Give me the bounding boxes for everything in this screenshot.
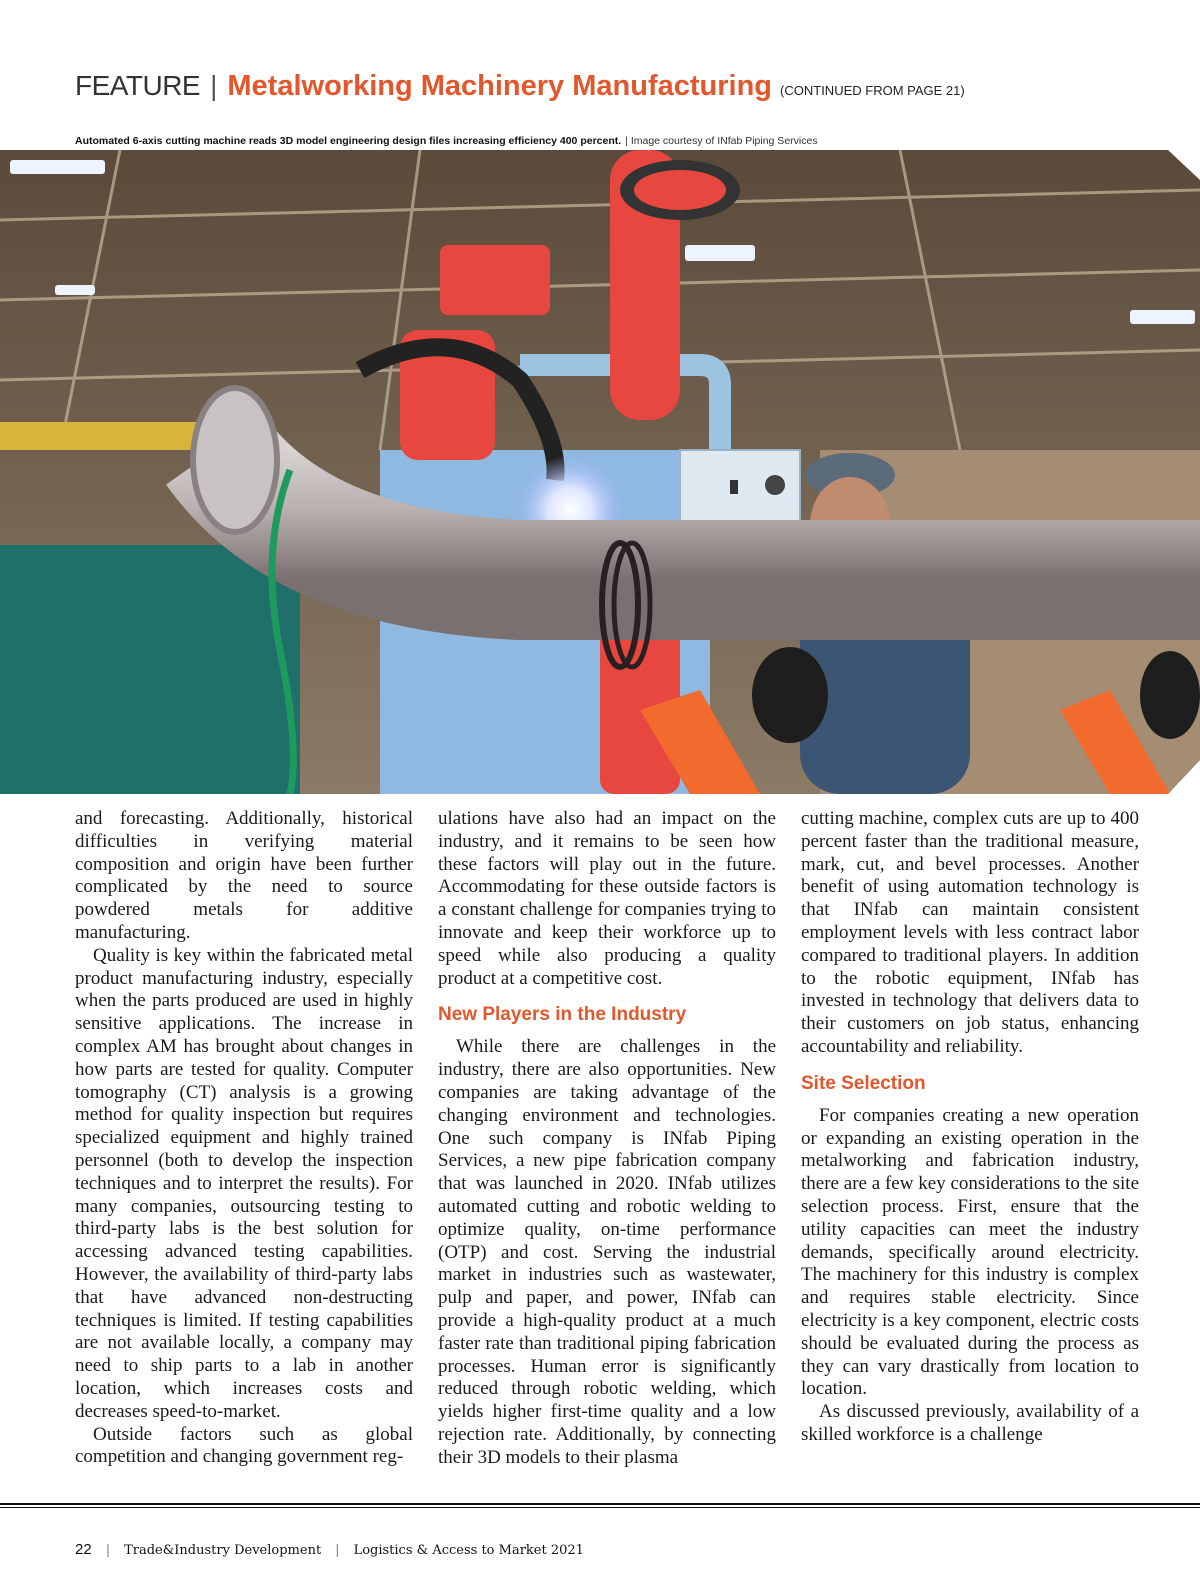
- issue-name: Logistics & Access to Market 2021: [353, 1543, 584, 1558]
- subheading-site-selection: Site Selection: [801, 1072, 926, 1094]
- robotic-welding-illustration: [0, 150, 1200, 794]
- col2-paragraph-2: While there are challenges in the industry, there are also opportunities. New companies are taking advantage of the changing environment and technologies. One such company is INfab Piping Services, a new pipe fabrication company that was launched in 2020. INfab utilizes automated cutting and robotic welding to optimize quality, on-time performance (OTP) and cost. Serving the industrial market in industries such as wastewater, pulp and paper, and power, INfab can provide a high-quality product at a much faster rate than traditional piping fabrication processes. Human error is significantly reduced through robotic welding, which yields higher first-time quality and a low rejection rate. Additionally, by connecting their 3D models to their plasma: [438, 1036, 776, 1468]
- footer-separator-2: |: [335, 1543, 340, 1558]
- image-credit: | Image courtesy of INfab Piping Services: [625, 135, 818, 147]
- col1-paragraph-2: Quality is key within the fabricated metal product manufacturing industry, especially when the parts produced are used in highly sensitive applications. The increase in complex AM has brought about changes in how parts are tested for quality. Computer tomography (CT) analysis is a growing method for quality inspection but requires specialized equipment and highly trained personnel (both to develop the inspection techniques and to interpret the results). For many companies, outsourcing testing to third-party labs is the best solution for accessing advanced testing capabilities. However, the availability of third-party labs that have advanced non-destructing techniques is limited. If testing capabilities are not available locally, a company may need to ship parts to a lab in another location, which increases costs and decreases speed-to-market.: [75, 944, 413, 1422]
- feature-photo: [0, 150, 1200, 794]
- header-separator: |: [210, 70, 218, 101]
- page-footer: [75, 1541, 584, 1558]
- column-3: [801, 808, 1139, 1447]
- section-kicker: FEATURE: [75, 70, 201, 101]
- col3-paragraph-3: As discussed previously, availability of a skilled workforce is a challenge: [801, 1401, 1139, 1445]
- page-header: [75, 70, 1125, 110]
- footer-rule: [0, 1503, 1200, 1505]
- footer-separator: |: [105, 1543, 111, 1558]
- column-1: [75, 808, 413, 1469]
- continued-note: (CONTINUED FROM PAGE 21): [780, 83, 965, 98]
- subheading-new-players: New Players in the Industry: [438, 1004, 687, 1026]
- col1-paragraph-1: and forecasting. Additionally, historical difficulties in verifying material composition and origin have been further complicated by the need to source powdered metals for additive manufacturing.: [75, 808, 413, 943]
- page-number: 22: [75, 1541, 92, 1558]
- footer-rule-thin: [0, 1507, 1200, 1508]
- photo-caption: [75, 135, 818, 147]
- column-2: [438, 808, 776, 1470]
- col2-paragraph-1: ulations have also had an impact on the industry, and it remains to be seen how these factors will play out in the future. Accommodating for these outside factors is a constant challenge for companies trying to innovate and keep their workforce up to speed while also producing a quality product at a competitive cost.: [438, 808, 776, 989]
- article-title: Metalworking Machinery Manufacturing: [227, 70, 773, 102]
- col1-paragraph-3: Outside factors such as global competition and changing government reg-: [75, 1423, 413, 1468]
- caption-text: Automated 6-axis cutting machine reads 3D model engineering design files increasing efficiency 400 percent.: [75, 135, 622, 147]
- col3-paragraph-2: For companies creating a new operation or expanding an existing operation in the metalworking and fabrication industry, there are a few key considerations to the site selection process. First, ensure that the utility capacities can meet the industry demands, specifically around electricity. The machinery for this industry is complex and requires stable electricity. Since electricity is a key component, electric costs should be evaluated during the process as they can vary drastically from location to location.: [801, 1104, 1139, 1400]
- publication-name: Trade&Industry Development: [124, 1543, 322, 1558]
- col3-paragraph-1: cutting machine, complex cuts are up to 400 percent faster than the traditional measure, mark, cut, and bevel processes. Another benefit of using automation technology is that INfab can maintain consistent employment levels with less contract labor compared to traditional players. In addition to the robotic equipment, INfab has invested in technology that delivers data to their customers on job status, enhancing accountability and reliability.: [801, 808, 1139, 1057]
